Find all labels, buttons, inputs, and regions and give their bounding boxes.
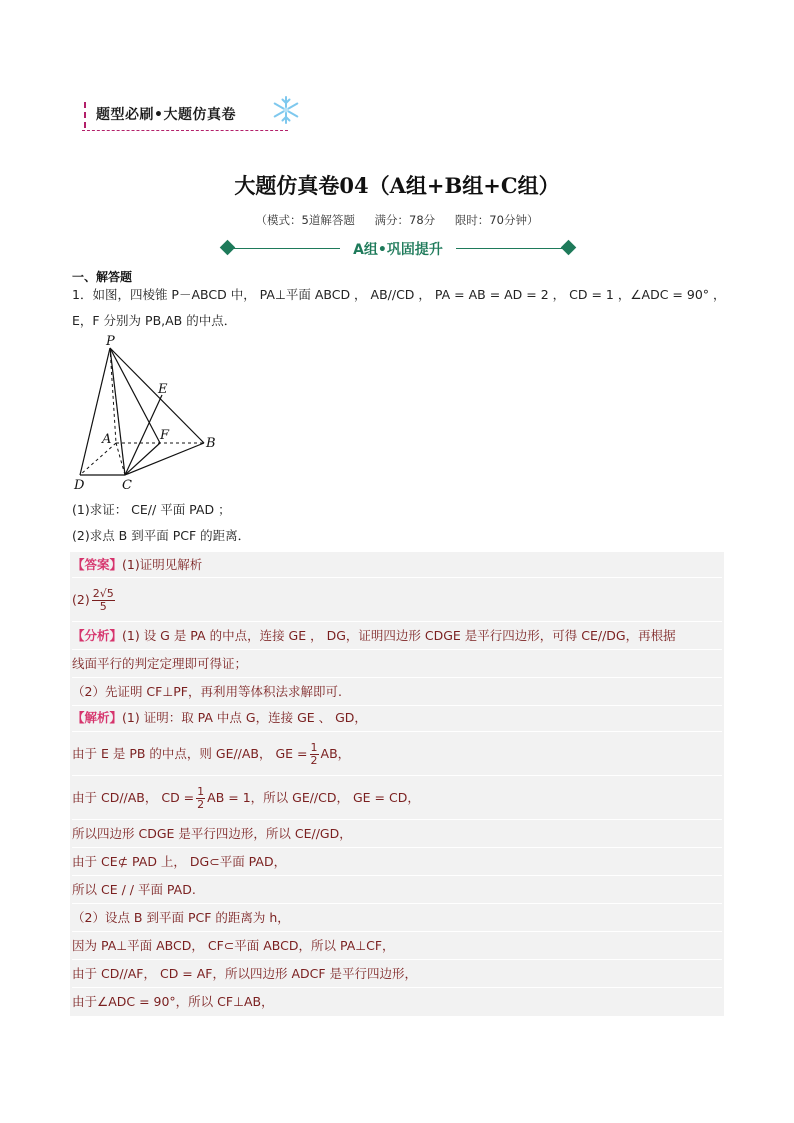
page-title: 大题仿真卷04（A组+B组+C组）: [234, 173, 560, 198]
label-B: B: [206, 436, 216, 451]
exam-time: 限时：70分钟）: [454, 213, 539, 227]
analysis-line1: (1) 设 G 是 PA 的中点，连接 GE ， DG，证明四边形 CDGE 是平行四边形，可得 CE//DG，再根据: [122, 628, 676, 643]
fraction-numerator: 2√5: [92, 587, 114, 600]
group-label: A组•巩固提升: [353, 242, 443, 258]
answer-label: 【答案】: [72, 557, 123, 572]
header-underline: [82, 130, 288, 131]
analysis-row-3: [72, 680, 722, 706]
edge-PB: [110, 348, 204, 443]
edge-PD: [80, 348, 110, 475]
half-fraction: [196, 786, 205, 811]
fraction-numerator: 1: [197, 785, 205, 798]
answer-part1: (1)证明见解析: [122, 557, 203, 572]
fraction-denominator: 2: [197, 798, 205, 811]
solution-row-8: [72, 934, 722, 960]
fraction-denominator: 2: [310, 754, 318, 767]
exam-mode: （模式：5道解答题: [255, 213, 355, 227]
solution-line9: 由于 CD//AF， CD = AF，所以四边形 ADCF 是平行四边形，: [72, 966, 418, 981]
solution-row-1: [72, 706, 722, 732]
pyramid-figure: [72, 335, 232, 495]
section-title: 一、解答题: [72, 270, 133, 284]
header-tag-text: 题型必刷•大题仿真卷: [96, 107, 236, 123]
label-C: C: [122, 478, 132, 493]
analysis-label: 【分析】: [72, 628, 123, 643]
solution-line3-a: 由于 CD//AB， CD =: [72, 790, 195, 805]
label-E: E: [158, 382, 168, 397]
fraction-denominator: 5: [99, 600, 107, 613]
solution-row-5: [72, 850, 722, 876]
solution-line6: 所以 CE / / 平面 PAD.: [72, 882, 196, 897]
answer-fraction: [92, 588, 115, 613]
label-P: P: [106, 335, 115, 349]
analysis-row-1: [72, 624, 722, 650]
solution-label: 【解析】: [72, 710, 123, 725]
section-header-tag: [78, 96, 308, 134]
answer-part2-prefix: (2): [72, 592, 90, 607]
half-fraction: [310, 742, 319, 767]
label-F: F: [160, 428, 170, 443]
edge-PC: [110, 348, 125, 475]
question-text-line2: E，F 分别为 PB,AB 的中点．: [72, 313, 237, 328]
exam-info: [0, 212, 794, 228]
solution-row-4: [72, 822, 722, 848]
solution-row-2: [72, 734, 722, 776]
answer-row-1: [72, 554, 722, 578]
solution-row-9: [72, 962, 722, 988]
label-D: D: [74, 478, 85, 493]
sub-question-1: (1)求证： CE// 平面 PAD ；: [72, 502, 231, 517]
edge-CF: [125, 443, 160, 475]
divider-line-right: [456, 248, 566, 249]
group-divider: [218, 238, 578, 260]
solution-line3-b: AB = 1，所以 GE//CD， GE = CD，: [207, 790, 420, 805]
edge-PF: [110, 348, 160, 443]
solution-line4: 所以四边形 CDGE 是平行四边形，所以 CE//GD，: [72, 826, 352, 841]
snowflake-icon: [270, 94, 302, 126]
solution-row-3: [72, 778, 722, 820]
solution-line8: 因为 PA⊥平面 ABCD， CF⊂平面 ABCD，所以 PA⊥CF，: [72, 938, 395, 953]
analysis-line3: （2）先证明 CF⊥PF，再利用等体积法求解即可.: [72, 684, 342, 699]
solution-line2-b: AB，: [320, 746, 351, 761]
solution-line10: 由于∠ADC = 90°，所以 CF⊥AB，: [72, 994, 274, 1009]
solution-line7: （2）设点 B 到平面 PCF 的距离为 h，: [72, 910, 290, 925]
edge-AD: [80, 443, 116, 475]
solution-row-10: [72, 990, 722, 1016]
solution-line5: 由于 CE⊄ PAD 上， DG⊂平面 PAD，: [72, 854, 287, 869]
question-text-line1: 1．如图，四棱锥 P－ABCD 中， PA⊥平面 ABCD ， AB//CD ， PA = AB = AD = 2 ， CD = 1 ，∠ADC = 90° ，: [72, 287, 726, 302]
solution-line1: (1) 证明：取 PA 中点 G，连接 GE 、 GD，: [122, 710, 367, 725]
header-vertical-divider: [84, 102, 86, 128]
solution-row-7: [72, 906, 722, 932]
solution-row-6: [72, 878, 722, 904]
analysis-row-2: [72, 652, 722, 678]
sub-question-2: (2)求点 B 到平面 PCF 的距离．: [72, 528, 251, 543]
analysis-line2: 线面平行的判定定理即可得证；: [72, 656, 248, 671]
label-A: A: [102, 432, 112, 447]
solution-line2-a: 由于 E 是 PB 的中点，则 GE//AB， GE =: [72, 746, 308, 761]
exam-score: 满分：78分: [374, 213, 436, 227]
answer-row-2: [72, 580, 722, 622]
fraction-numerator: 1: [310, 741, 318, 754]
edge-CB: [125, 443, 204, 475]
